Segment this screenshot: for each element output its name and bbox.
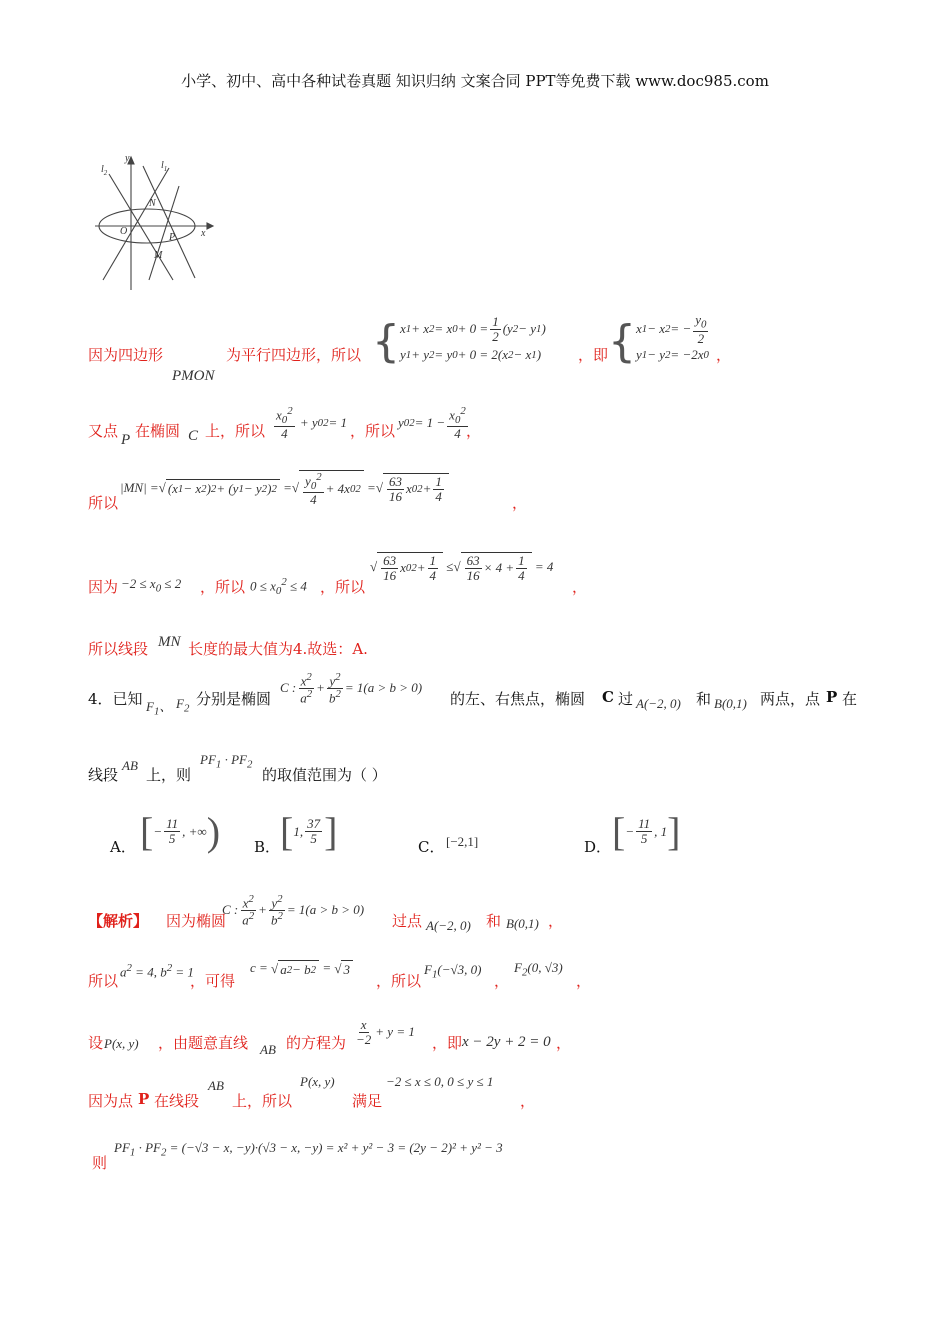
line2-text2: 在椭圆	[135, 422, 181, 440]
line4-text4: ，	[572, 578, 588, 596]
sol-l2-text1: 所以	[88, 972, 119, 990]
system-1: { x 1 + x 2 = x 0 + 0 = $\frac{1}{2}$ (y 2 − y 1 ) y 1 + y 2 = y 0 + 0 = 2(x 2 − x 1 )	[372, 313, 546, 367]
line1-text4: ，	[716, 346, 732, 364]
sol-l2-text5: ，	[576, 972, 592, 990]
sol-l3-p: P(x, y)	[104, 1036, 139, 1051]
sol-l2-c: c = √ a 2 − b 2 = √ 3	[250, 960, 353, 978]
label-l2: $l_2$	[101, 164, 108, 177]
q4-ab: AB	[122, 758, 138, 773]
sol-l4-pxy: P(x, y)	[300, 1074, 335, 1089]
q4-text5: 两点，点	[760, 690, 821, 708]
sol-and: 和	[486, 912, 502, 930]
option-d-value[interactable]: [ − $\frac{11}{5}$ , 1 ]	[612, 809, 681, 854]
sol-l2-text4: ，	[494, 972, 510, 990]
line4-eq: √ $\frac{63}{16}$ x 0 2 + $\frac{1}{4}$ ≤ √ $\frac{63}{16}$ × 4 + $\frac{1}{4}$ = 4	[370, 553, 554, 583]
line4-text1: 因为	[88, 578, 119, 596]
sol-l3-text4: ，即	[432, 1034, 463, 1052]
label-m: M	[154, 250, 163, 261]
line-l1	[103, 168, 169, 280]
line3-text2: ，	[512, 494, 528, 512]
x-axis-arrow	[207, 223, 213, 229]
line4-text2: ，所以	[200, 578, 246, 596]
line2-text5: ，	[466, 422, 482, 440]
line4-text3: ，所以	[320, 578, 366, 596]
sol-l4-text5: ，	[520, 1092, 536, 1110]
option-c-value[interactable]: [−2,1]	[446, 834, 479, 849]
option-d-label[interactable]: D．	[584, 838, 612, 856]
sol-l3-line-eq: $\frac{x}{-2}$ + y = 1	[356, 1017, 415, 1047]
line1-text2: 为平行四边形，所以	[226, 346, 362, 364]
sol-l3-ab: AB	[260, 1042, 276, 1057]
q4-dot-product: $PF_1 \cdot PF_2$	[200, 752, 253, 771]
sol-l2-f1: $F_1(-√3$, 0)	[424, 962, 482, 981]
q4-c: C	[602, 688, 614, 706]
option-a-value[interactable]: [ − $\frac{11}{5}$ , +∞ )	[140, 809, 221, 854]
sol-l4-text2: 在线段	[154, 1092, 200, 1110]
sol-ellipse-eq: C : $\frac{x^2}{a^2}$ + $\frac{y^2}{b^2}$ = 1(a > b > 0)	[222, 893, 365, 928]
line2-eq2: y 0 2 = 1 − $\frac{x_0^2}{4}$	[398, 405, 466, 442]
sol-l3-text5: ，	[556, 1034, 572, 1052]
label-x: x	[201, 228, 206, 239]
line2-text4: ，所以	[350, 422, 396, 440]
line1-pmon: PMON	[172, 368, 215, 384]
line-pm	[143, 166, 195, 278]
sol-l5-text1: 则	[92, 1154, 108, 1172]
option-a-label[interactable]: A．	[110, 838, 136, 856]
sol-l3-text1: 设	[88, 1034, 104, 1052]
system-2: { x 1 − x 2 = − $\frac{y_0}{2}$ y 1 − y 2 = −2x 0	[608, 311, 709, 367]
sol-point-a: A(−2, 0)	[426, 918, 471, 933]
q4-point-a: A(−2, 0)	[636, 696, 681, 711]
solution-tag: 【解析】	[88, 912, 149, 930]
sol-l3-text3: 的方程为	[286, 1034, 347, 1052]
line1-text1: 因为四边形	[88, 346, 164, 364]
sol-l2-text3: ，所以	[376, 972, 422, 990]
sol-l4-p: P	[138, 1090, 150, 1108]
line4-range2: $0 \le x_0^2 \le 4$	[250, 576, 307, 597]
line2-eq1: $\frac{x_0^2}{4}$ + y 0 2 = 1	[276, 405, 348, 442]
q4-text4: 过	[618, 690, 634, 708]
q4-text9: 的取值范围为（ ）	[262, 766, 387, 784]
q4-text2: 分别是椭圆	[196, 690, 272, 708]
sol-l2-text2: ，可得	[190, 972, 236, 990]
line-l2	[109, 174, 176, 280]
q4-f2: $F_2$	[176, 696, 190, 715]
q4-text8: 上，则	[146, 766, 192, 784]
option-c-label[interactable]: C．	[418, 838, 445, 856]
page-header: 小学、初中、高中各种试卷真题 知识归纳 文案合同 PPT等免费下载 www.doc985.com	[181, 72, 769, 90]
label-l1: $l_1$	[161, 160, 168, 173]
q4-text3: 的左、右焦点，椭圆	[450, 690, 586, 708]
line5-text2: 长度的最大值为4.故选：A.	[188, 640, 368, 658]
sol-text2: 过点	[392, 912, 423, 930]
q4-number: 4．已知	[88, 690, 143, 708]
label-y: y	[125, 153, 130, 164]
q4-ellipse-eq: C : $\frac{x^2}{a^2}$ + $\frac{y^2}{b^2}$ = 1(a > b > 0)	[280, 671, 423, 706]
label-n: N	[149, 198, 156, 209]
sol-text3: ，	[548, 912, 564, 930]
q4-p: P	[826, 688, 838, 706]
option-b-label[interactable]: B．	[254, 838, 281, 856]
q4-point-b: B(0,1)	[714, 696, 747, 711]
line2-text1: 又点	[88, 422, 119, 440]
sol-l2-ab: $a^2 = 4$, $b^2 = 1$	[120, 962, 194, 980]
sol-l4-text1: 因为点	[88, 1092, 134, 1110]
sol-l4-ab: AB	[208, 1078, 224, 1093]
sol-text1: 因为椭圆	[166, 912, 227, 930]
line3-text1: 所以	[88, 494, 119, 512]
label-p: P	[169, 232, 176, 243]
label-o: O	[120, 226, 128, 237]
line5-text1: 所以线段	[88, 640, 149, 658]
line4-range: $-2 \le x_0 \le 2$	[121, 576, 182, 595]
q4-f1: $F_1$、	[146, 699, 173, 718]
sol-l2-f2: $F_2(0$, √3)	[514, 960, 563, 979]
option-b-value[interactable]: [ 1, $\frac{37}{5}$ ]	[280, 809, 338, 854]
line2-c: C	[188, 428, 199, 444]
sol-l5-eq: $PF_1 \cdot PF_2 = (-√3 - x$, −y)·(√3 − x, −y) = x² + y² − 3 = (2y − 2)² + y² − 3	[114, 1140, 503, 1159]
sol-l3-eq: x − 2y + 2 = 0	[462, 1034, 551, 1050]
sol-l4-text4: 满足	[352, 1092, 383, 1110]
q4-text7: 线段	[88, 766, 119, 784]
sol-l4-text3: 上，所以	[232, 1092, 293, 1110]
line1-text3: ，即	[578, 346, 609, 364]
line2-p: P	[121, 432, 131, 448]
q4-text6: 在	[842, 690, 858, 708]
line2-text3: 上，所以	[205, 422, 266, 440]
sol-point-b: B(0,1)	[506, 916, 539, 931]
q4-and: 和	[696, 690, 712, 708]
sol-l4-ineq: −2 ≤ x ≤ 0, 0 ≤ y ≤ 1	[386, 1074, 494, 1089]
line5-mn: MN	[158, 634, 181, 650]
sol-l3-text2: ，由题意直线	[158, 1034, 249, 1052]
line3-eq: |MN| = √ (x 1 − x 2 ) 2 + (y 1 − y 2 ) 2 = √ $\frac{y_0^2}{4}$ + 4x 0 2 = √ $\frac{63}{16}$ x 0 2 + $\frac{1}{4}$	[120, 470, 449, 507]
ellipse-figure	[95, 150, 220, 290]
